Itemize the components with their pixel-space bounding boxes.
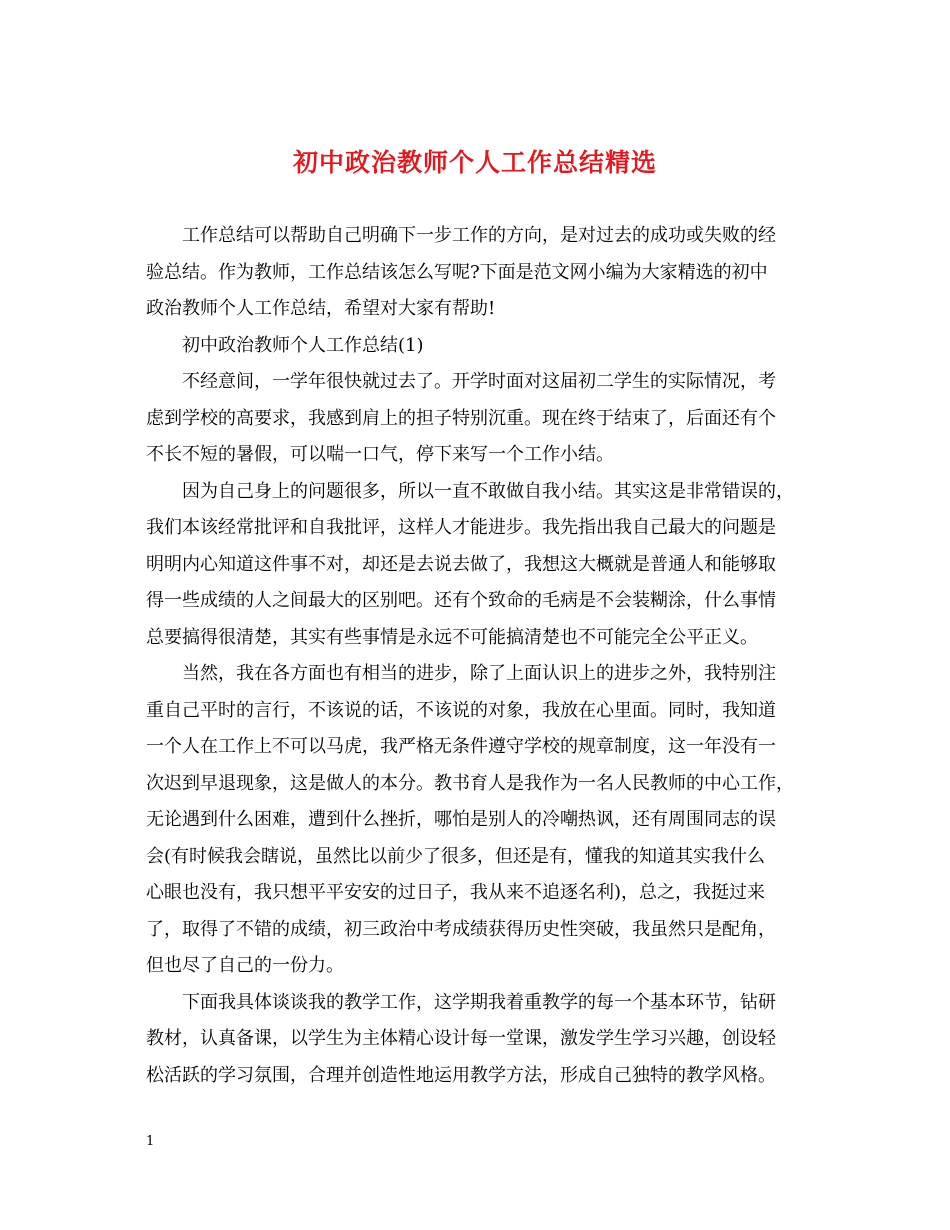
text-line: 次迟到早退现象，这是做人的本分。教书育人是我作为一名人民教师的中心工作， (146, 772, 794, 794)
text-line: 了，取得了不错的成绩，初三政治中考成绩获得历史性突破，我虽然只是配角， (146, 918, 776, 940)
text-line: 明明内心知道这件事不对，却还是去说去做了，我想这大概就是普通人和能够取 (146, 553, 776, 575)
text-line: 得一些成绩的人之间最大的区别吧。还有个致命的毛病是不会装糊涂，什么事情 (146, 590, 776, 611)
text-line: 政治教师个人工作总结，希望对大家有帮助! (146, 298, 496, 319)
document-title: 初中政治教师个人工作总结精选 (292, 148, 657, 177)
page-number: 1 (146, 1134, 155, 1149)
text-line: 验总结。作为教师，工作总结该怎么写呢?下面是范文网小编为大家精选的初中 (146, 261, 768, 283)
text-line: 重自己平时的言行，不该说的话，不该说的对象，我放在心里面。同时，我知道 (146, 699, 776, 721)
document-body (146, 218, 806, 1094)
text-line: 会(有时候我会瞎说，虽然比以前少了很多，但还是有，懂我的知道其实我什么 (146, 845, 766, 867)
text-line: 无论遇到什么困难，遭到什么挫折，哪怕是别人的冷嘲热讽，还有周围同志的误 (146, 809, 776, 830)
text-line: 总要搞得很清楚，其实有些事情是永远不可能搞清楚也不可能完全公平正义。 (146, 626, 758, 648)
text-line: 工作总结可以帮助自己明确下一步工作的方向，是对过去的成功或失败的经 (182, 225, 776, 246)
text-line: 因为自己身上的问题很多，所以一直不敢做自我小结。其实这是非常错误的， (182, 480, 794, 502)
text-line: 我们本该经常批评和自我批评，这样人才能进步。我先指出我自己最大的问题是 (146, 517, 776, 538)
text-line: 但也尽了自己的一份力。 (146, 955, 344, 976)
text-line: 不长不短的暑假，可以喘一口气，停下来写一个工作小结。 (146, 444, 614, 465)
text-line: 松活跃的学习氛围，合理并创造性地运用教学方法，形成自己独特的教学风格。 (146, 1064, 776, 1086)
text-line: 不经意间，一学年很快就过去了。开学时面对这届初二学生的实际情况，考 (182, 371, 776, 392)
text-line: 初中政治教师个人工作总结(1) (182, 334, 424, 356)
text-line: 虑到学校的高要求，我感到肩上的担子特别沉重。现在终于结束了，后面还有个 (146, 407, 776, 429)
text-line: 下面我具体谈谈我的教学工作，这学期我着重教学的每一个基本环节，钻研 (182, 991, 776, 1013)
text-line: 心眼也没有，我只想平平安安的过日子，我从来不追逐名利)，总之，我挺过来 (146, 882, 766, 903)
text-line: 教材，认真备课，以学生为主体精心设计每一堂课，激发学生学习兴趣，创设轻 (146, 1028, 776, 1049)
text-line: 一个人在工作上不可以马虎，我严格无条件遵守学校的规章制度，这一年没有一 (146, 736, 776, 757)
text-line: 当然，我在各方面也有相当的进步，除了上面认识上的进步之外，我特别注 (182, 663, 776, 684)
